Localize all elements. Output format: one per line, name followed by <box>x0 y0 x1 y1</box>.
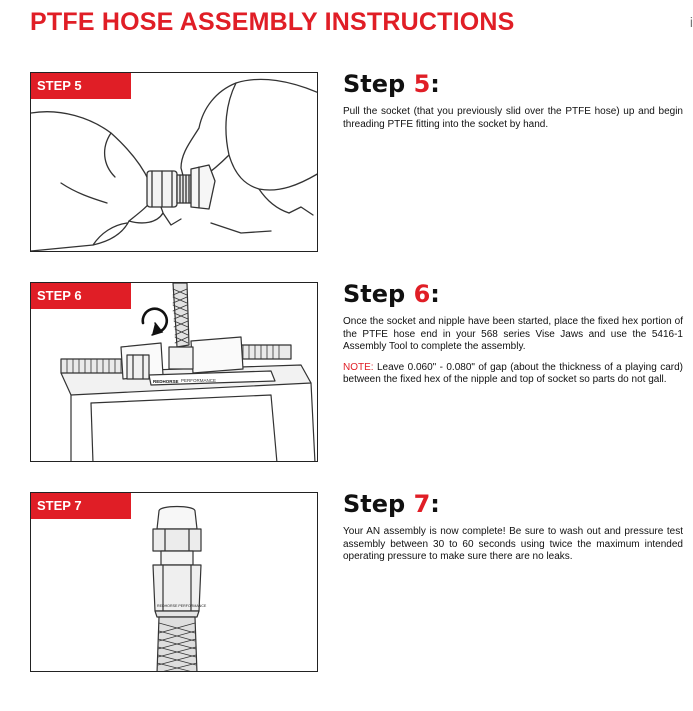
corner-mark: i <box>689 14 693 30</box>
fitting-brand-label: REDHORSE PERFORMANCE <box>157 604 207 608</box>
step-7-heading <box>343 490 683 518</box>
step-5-tag: STEP 5 <box>31 73 131 99</box>
step-7-body: Your AN assembly is now complete! Be sure to wash out and pressure test assembly between 30 to 60 seconds using twice the maximum intended operating pressure to make sure there are no leaks. <box>343 526 683 562</box>
note-label: NOTE: <box>343 361 374 373</box>
step-5-heading-colon: : <box>430 70 440 98</box>
step-7-text <box>343 490 683 572</box>
step-7-tag: STEP 7 <box>31 493 131 519</box>
tool-brand-label: REDHORSE <box>153 379 179 384</box>
step-5-heading-word: Step <box>343 70 406 98</box>
step-5-heading <box>343 70 683 98</box>
page-title: PTFE HOSE ASSEMBLY INSTRUCTIONS <box>30 8 515 36</box>
completed-hose-assembly-image <box>31 493 318 672</box>
step-6-heading-word: Step <box>343 280 406 308</box>
step-5-illustration <box>30 72 318 252</box>
step-5-body: Pull the socket (that you previously slid over the PTFE hose) up and begin threading PTFE fitting into the socket by hand. <box>343 106 683 130</box>
step-6-text <box>343 280 683 395</box>
step-6-heading-number: 6 <box>413 280 431 308</box>
hands-threading-fitting-image <box>31 73 318 252</box>
step-7-illustration <box>30 492 318 672</box>
vise-assembly-tool-image <box>31 283 318 462</box>
step-6-illustration <box>30 282 318 462</box>
step-6-heading <box>343 280 683 308</box>
step-7-heading-word: Step <box>343 490 406 518</box>
step-6-heading-colon: : <box>430 280 440 308</box>
note-text: Leave 0.060" - 0.080" of gap (about the thickness of a playing card) between the fixed hex of the nipple and top of socket so parts do not gall. <box>343 361 683 385</box>
step-7-heading-number: 7 <box>413 490 431 518</box>
step-5-text <box>343 70 683 139</box>
step-6-tag: STEP 6 <box>31 283 131 309</box>
step-6-note <box>343 362 683 387</box>
step-6-body: Once the socket and nipple have been started, place the fixed hex portion of the PTFE hose end in your 568 series Vise Jaws and use the 5416-1 Assembly Tool to complete the assembly. <box>343 316 683 352</box>
step-7-heading-colon: : <box>430 490 440 518</box>
step-5-heading-number: 5 <box>413 70 431 98</box>
tool-performance-label: PERFORMANCE <box>181 378 217 383</box>
rotate-arrow-icon <box>143 309 167 335</box>
